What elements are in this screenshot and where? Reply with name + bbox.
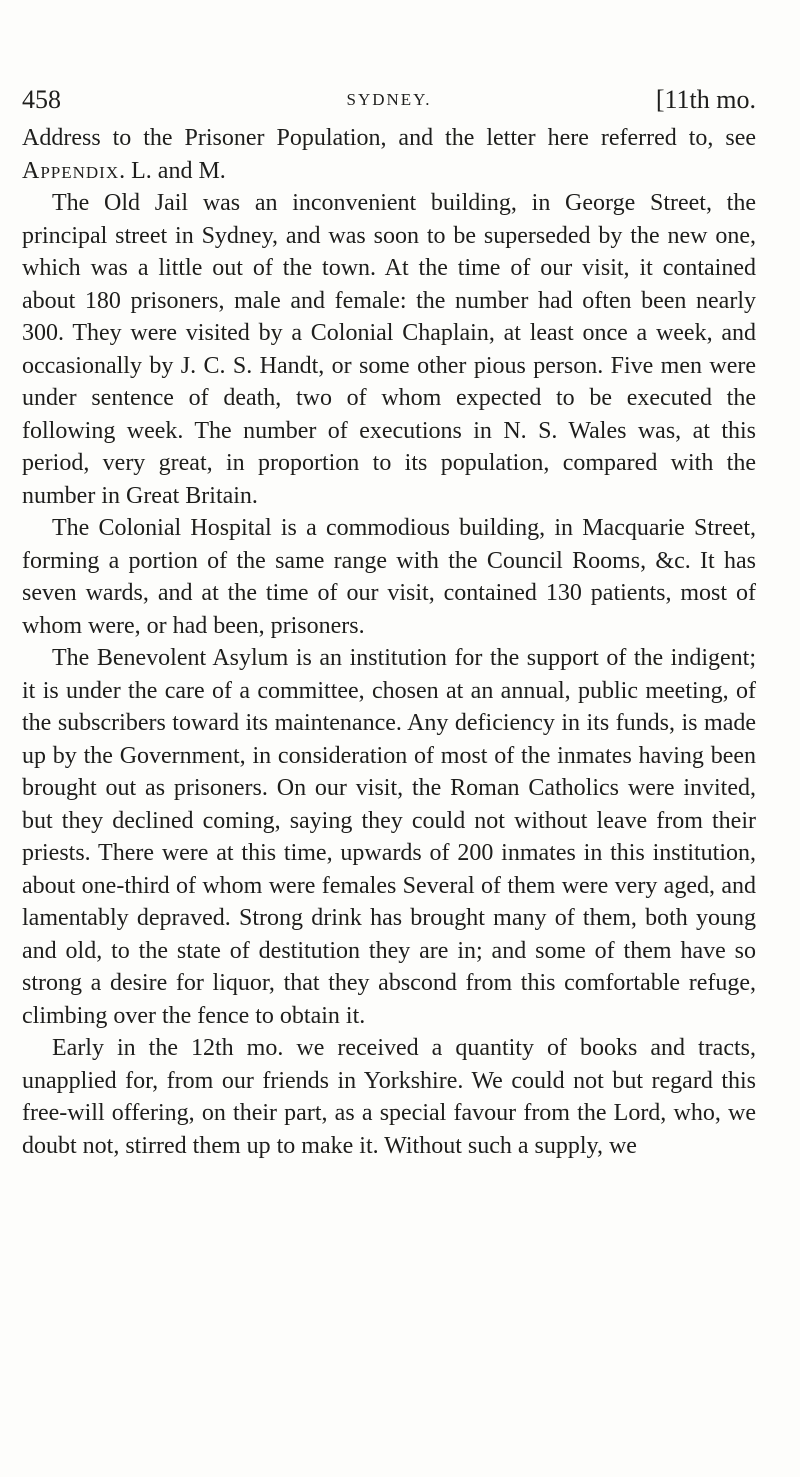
paragraph-benevolent-asylum: The Benevolent Asylum is an institution for the support of the indigent; it is under the care of a committee, chosen at an annual, public meeting, of the subscribers toward its maintenance. Any deficiency in its funds, is made up by the Government, in consideration of most of the inmates having been brought out as prisoners. On our visit, the Roman Catholics were invited, but they declined coming, saying they could not without leave from their priests. There were at this time, upwards of 200 inmates in this institution, about one-third of whom were females Several of them were very aged, and lamentably depraved. Strong drink has brought many of them, both young and old, to the state of destitution they are in; and some of them have so strong a desire for liquor, that they abscond from this comfortable refuge, climbing over the fence to obtain it. (22, 645, 756, 1029)
appendix-reference-lead: Address to the Prisoner Population, and the letter here referred to, see (22, 125, 756, 151)
section-marker: [11th mo. (655, 85, 756, 114)
running-head (22, 78, 756, 122)
appendix-reference-tail: . L. and M. (119, 157, 226, 184)
paragraph-old-jail: The Old Jail was an inconvenient building, in George Street, the principal street in Sydney, and was soon to be superseded by the new one, which was a little out of the town. At the time of our visit, it contained about 180 prisoners, male and female: the number had often been nearly 300. They were visited by a Colonial Chaplain, at least once a week, and occasionally by J. C. S. Handt, or some other pious person. Five men were under sentence of death, two of whom expected to be executed the following week. The number of executions in N. S. Wales was, at this period, very great, in proportion to its population, compared with the number in Great Britain. (22, 190, 756, 509)
page-number: 458 (22, 85, 61, 114)
running-title: SYDNEY. (346, 90, 432, 109)
paragraph-books-and-tracts: Early in the 12th mo. we received a quantity of books and tracts, unapplied for, from our friends in Yorkshire. We could not but regard this free-will offering, on their part, as a special favour from the Lord, who, we doubt not, stirred them up to make it. Without such a supply, we (22, 1035, 756, 1159)
paragraph-colonial-hospital: The Colonial Hospital is a commodious building, in Macquarie Street, forming a portion of the same range with the Council Rooms, &c. It has seven wards, and at the time of our visit, contained 130 patients, most of whom were, or had been, prisoners. (22, 515, 756, 639)
paragraph-appendix-reference (22, 122, 756, 187)
appendix-word: Appendix (22, 157, 120, 184)
body-text (22, 122, 756, 1162)
